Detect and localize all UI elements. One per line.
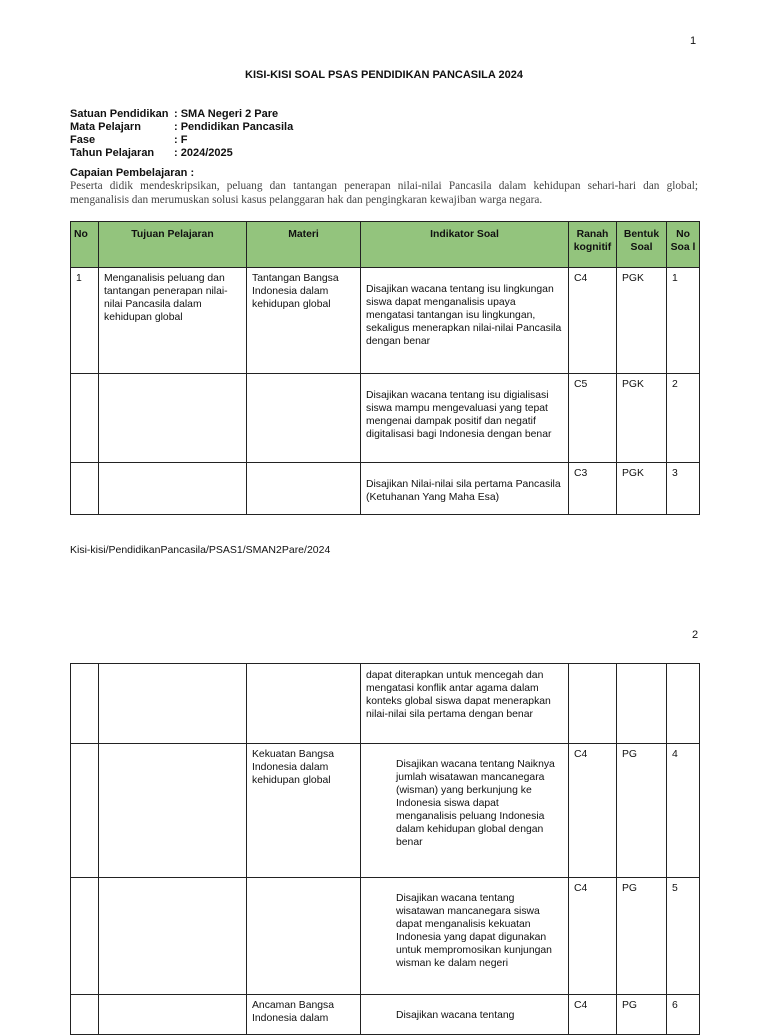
cell-tujuan: [99, 463, 247, 515]
table-row: [71, 995, 700, 1035]
cell-nosoal: 3: [667, 463, 700, 515]
table-row: [71, 268, 700, 374]
cell-ranah: C5: [569, 374, 617, 463]
meta-row: [70, 147, 293, 160]
meta-value: : 2024/2025: [174, 147, 233, 159]
cell-bentuk: [617, 664, 667, 744]
meta-value: : F: [174, 134, 188, 146]
cell-indikator: [361, 374, 569, 463]
cell-tujuan: [99, 995, 247, 1035]
meta-row: [70, 134, 293, 147]
table-row: [71, 878, 700, 995]
cell-indikator: [361, 878, 569, 995]
cell-indikator: [361, 995, 569, 1035]
cell-indikator: [361, 463, 569, 515]
cell-bentuk: PGK: [617, 463, 667, 515]
cell-bentuk: PG: [617, 995, 667, 1035]
cell-bentuk: PGK: [617, 374, 667, 463]
table-header-row: [71, 222, 700, 268]
cell-no: [71, 878, 99, 995]
cell-nosoal: 6: [667, 995, 700, 1035]
meta-row: [70, 121, 293, 134]
indikator-text: Disajikan wacana tentang isu lingkungan siswa dapat menganalisis upaya mengatasi tantangan isu lingkungan, sekaligus menerapkan nilai-nilai Pancasila dengan benar: [366, 284, 562, 347]
cell-tujuan: [99, 374, 247, 463]
document-title: KISI-KISI SOAL PSAS PENDIDIKAN PANCASILA 2024: [245, 69, 523, 81]
header-tujuan: Tujuan Pelajaran: [99, 222, 247, 268]
meta-key: Fase: [70, 134, 96, 146]
meta-key: Satuan Pendidikan: [70, 108, 169, 120]
cell-no: [71, 374, 99, 463]
cell-nosoal: 4: [667, 744, 700, 878]
cell-materi: Kekuatan Bangsa Indonesia dalam kehidupan global: [247, 744, 361, 878]
table-row: [71, 744, 700, 878]
header-materi: Materi: [247, 222, 361, 268]
table-row: [71, 463, 700, 515]
indikator-text: Disajikan Nilai-nilai sila pertama Pancasila (Ketuhanan Yang Maha Esa): [366, 479, 561, 503]
cell-tujuan: [99, 744, 247, 878]
cell-tujuan: Menganalisis peluang dan tantangan penerapan nilai-nilai Pancasila dalam kehidupan global: [99, 268, 247, 374]
meta-key: Mata Pelajarn: [70, 121, 141, 133]
header-bentuk: Bentuk Soal: [617, 222, 667, 268]
cell-nosoal: 5: [667, 878, 700, 995]
cell-materi: [247, 878, 361, 995]
cell-no: [71, 995, 99, 1035]
indikator-text: dapat diterapkan untuk mencegah dan mengatasi konflik antar agama dalam konteks global siswa dapat menerapkan nilai-nilai sila pertama dengan benar: [366, 670, 551, 720]
header-ranah: Ranah kognitif: [569, 222, 617, 268]
cell-materi: [247, 664, 361, 744]
cell-ranah: C4: [569, 878, 617, 995]
cell-indikator: [361, 664, 569, 744]
capaian-label: Capaian Pembelajaran :: [70, 167, 195, 179]
table-row: [71, 664, 700, 744]
meta-row: [70, 108, 293, 121]
kisi-table-page1: [70, 221, 700, 515]
cell-ranah: [569, 664, 617, 744]
indikator-text: Disajikan wacana tentang Naiknya jumlah wisatawan mancanegara (wisman) yang berkunjung ke Indonesia siswa dapat menganalisis peluang Indonesia dalam kehidupan global dengan benar: [396, 759, 555, 848]
cell-nosoal: 1: [667, 268, 700, 374]
cell-nosoal: [667, 664, 700, 744]
document-footer: Kisi-kisi/PendidikanPancasila/PSAS1/SMAN2Pare/2024: [70, 544, 331, 556]
cell-tujuan: [99, 664, 247, 744]
cell-tujuan: [99, 878, 247, 995]
cell-bentuk: PGK: [617, 268, 667, 374]
cell-materi: [247, 463, 361, 515]
indikator-text: Disajikan wacana tentang isu digialisasi siswa mampu mengevaluasi yang tepat mengenai dampak positif dan negatif digitalisasi bagi Indonesia dengan benar: [366, 390, 552, 440]
table-row: [71, 374, 700, 463]
cell-materi: Tantangan Bangsa Indonesia dalam kehidupan global: [247, 268, 361, 374]
document-meta: [70, 108, 293, 160]
kisi-table-page2: [70, 663, 700, 1035]
indikator-text: Disajikan wacana tentang: [396, 1010, 515, 1021]
header-nosoal: No Soa l: [667, 222, 700, 268]
cell-no: [71, 463, 99, 515]
meta-key: Tahun Pelajaran: [70, 147, 155, 159]
cell-indikator: [361, 268, 569, 374]
cell-ranah: C4: [569, 744, 617, 878]
cell-indikator: [361, 744, 569, 878]
page-number: 1: [690, 35, 697, 47]
meta-value: : Pendidikan Pancasila: [174, 121, 294, 133]
cell-ranah: C4: [569, 268, 617, 374]
cell-bentuk: PG: [617, 744, 667, 878]
cell-materi: Ancaman Bangsa Indonesia dalam: [247, 995, 361, 1035]
cell-ranah: C3: [569, 463, 617, 515]
capaian-text: Peserta didik mendeskripsikan, peluang dan tantangan penerapan nilai-nilai Pancasila dalam kehidupan sehari-hari dan global; menganalisis dan merumuskan solusi kasus pelanggaran hak dan pengingkaran kewajiban warga negara.: [70, 180, 698, 206]
cell-materi: [247, 374, 361, 463]
header-no: No: [71, 222, 99, 268]
cell-no: [71, 664, 99, 744]
cell-nosoal: 2: [667, 374, 700, 463]
cell-no: [71, 744, 99, 878]
indikator-text: Disajikan wacana tentang wisatawan mancanegara siswa dapat menganalisis kekuatan Indonesia yang dapat digunakan untuk mempromosikan kunjungan wisman ke dalam negeri: [396, 893, 552, 969]
cell-bentuk: PG: [617, 878, 667, 995]
page-number: 2: [692, 629, 699, 641]
header-indikator: Indikator Soal: [361, 222, 569, 268]
cell-ranah: C4: [569, 995, 617, 1035]
cell-no: 1: [71, 268, 99, 374]
meta-value: : SMA Negeri 2 Pare: [174, 108, 279, 120]
